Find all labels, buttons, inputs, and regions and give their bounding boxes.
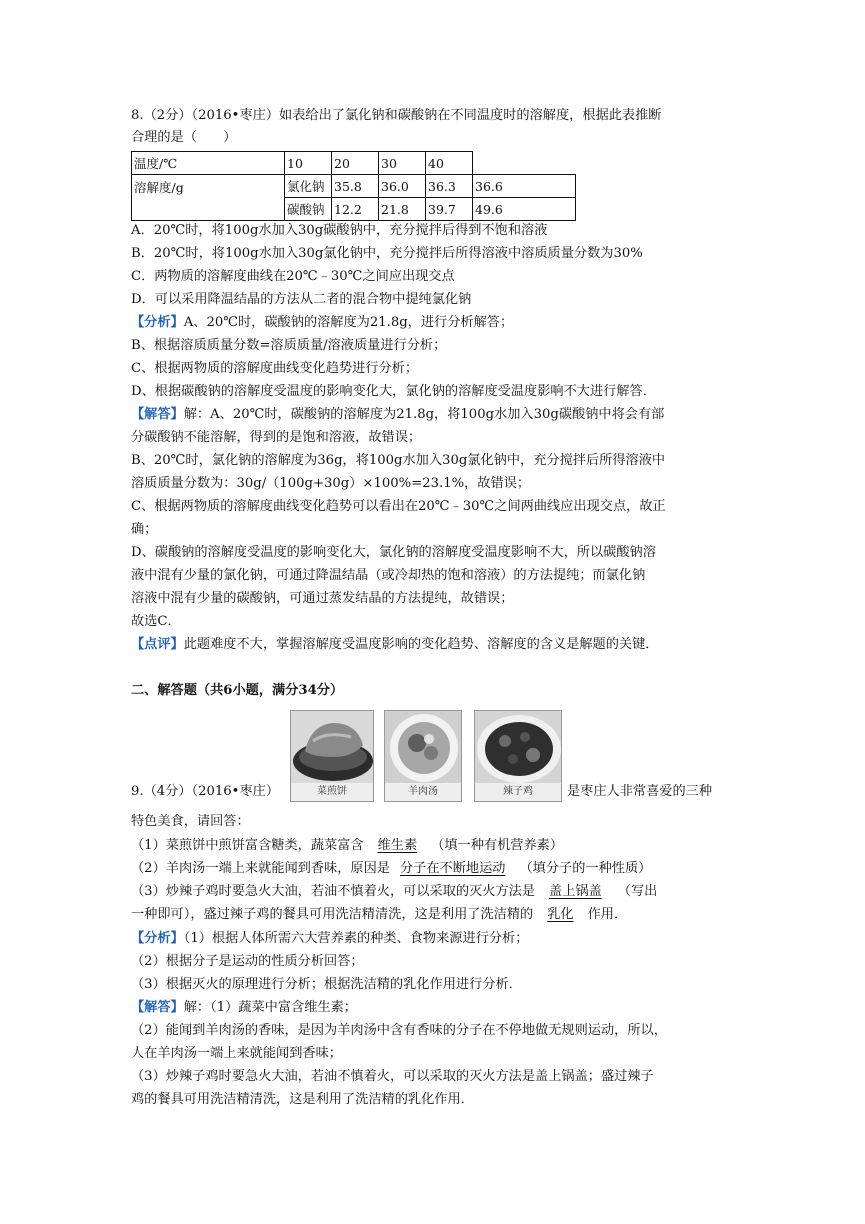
q8-analysis-line: B、根据溶质质量分数=溶质质量/溶液质量进行分析； — [131, 338, 447, 353]
temp-cell: 40 — [426, 152, 473, 175]
solubility-label-cell: 溶解度/g — [132, 175, 285, 221]
q8-solution-line: C、根据两物质的溶解度曲线变化趋势可以看出在20℃﹣30℃之间两曲线应出现交点，故正 — [131, 499, 666, 514]
answer-text: 分子在不断地运动 — [399, 861, 506, 876]
answer-text: 乳化 — [547, 907, 574, 922]
photo-caption: 羊肉汤 — [385, 783, 461, 801]
temp-label-cell: 温度/℃ — [132, 152, 285, 175]
q8-review-line — [131, 635, 659, 655]
answer-blank — [535, 884, 618, 899]
q9-part3-text: （3）炒辣子鸡时要急火大油，若油不慎着火，可以采取的灭火方法是 — [131, 884, 536, 899]
q8-analysis-line: D、根据碳酸钠的溶解度受温度的影响变化大，氯化钠的溶解度受温度影响不大进行解答． — [131, 384, 656, 399]
temp-cell: 20 — [332, 152, 379, 175]
food-photo-cai-jian-bing — [290, 710, 374, 802]
q9-stem-suffix: 是枣庄人非常喜爱的三种 — [567, 784, 713, 799]
q9-stem-line2: 特色美食，请回答： — [131, 814, 250, 829]
q8-analysis-line: C、根据两物质的溶解度曲线变化趋势进行分析； — [131, 361, 419, 376]
q8-analysis-line — [131, 313, 513, 333]
substance-name-cell: 碳酸钠 — [285, 198, 332, 221]
answer-blank — [390, 861, 520, 876]
q9-part1-hint: （填一种有机营养素） — [431, 838, 564, 853]
q9-part1-text: （1）菜煎饼中煎饼富含糖类，蔬菜富含 — [131, 838, 364, 853]
analysis-text: A、20℃时，碳酸钠的溶解度为21.8g，进行分析解答； — [183, 315, 514, 330]
q9-stem-prefix: 9.（4分）（2016•枣庄） — [131, 784, 280, 799]
q9-solution-line: 鸡的餐具可用洗洁精清洗，这是利用了洗洁精的乳化作用． — [131, 1092, 474, 1107]
q8-solution-line: 确； — [131, 522, 158, 537]
q9-part3 — [131, 882, 657, 902]
pancake-image — [291, 711, 374, 785]
q8-solution-line: 溶液中混有少量的碳酸钠，可通过蒸发结晶的方法提纯，故错误； — [131, 591, 514, 606]
q8-solution-line: B、20℃时，氯化钠的溶解度为36g，将100g水加入30g氯化钠中，充分搅拌后所得溶液中 — [131, 453, 666, 468]
analysis-tag: 【分析】 — [131, 931, 184, 946]
answer-text: 盖上锅盖 — [549, 884, 602, 899]
answer-blank — [364, 838, 432, 853]
q9-part3-cont — [131, 905, 627, 925]
q8-solution-line: 分碳酸钠不能溶解，得到的是饱和溶液，故错误； — [131, 430, 422, 445]
analysis-tag: 【分析】 — [131, 315, 184, 330]
q8-solution-line: D、碳酸钠的溶解度受温度的影响变化大，氯化钠的溶解度受温度影响不大，所以碳酸钠溶 — [131, 545, 656, 560]
q9-part3-cont-text: 一种即可），盛过辣子鸡的餐具可用洗洁精清洗，这是利用了洗洁精的 — [131, 907, 534, 922]
solution-text: 解：A、20℃时，碳酸钠的溶解度为21.8g，将100g水加入30g碳酸钠中将会有部 — [183, 407, 665, 422]
solubility-table — [131, 151, 576, 221]
q8-option-b: B．20℃时，将100g水加入30g氯化钠中，充分搅拌后所得溶液中溶质质量分数为30% — [131, 246, 643, 261]
q8-answer-line: 故选C． — [131, 614, 181, 629]
q8-option-d: D．可以采用降温结晶的方法从二者的混合物中提纯氯化钠 — [131, 292, 472, 307]
empty-cell — [473, 152, 576, 175]
review-text: 此题难度不大，掌握溶解度受温度影响的变化趋势、溶解度的含义是解题的关键． — [183, 637, 659, 652]
q8-stem-line2: 合理的是（ ） — [131, 130, 237, 145]
solution-tag: 【解答】 — [131, 407, 184, 422]
solubility-value-cell: 36.3 — [426, 175, 473, 198]
q8-solution-line — [131, 405, 664, 425]
q9-solution-line: （2）能闻到羊肉汤的香味，是因为羊肉汤中含有香味的分子在不停地做无规则运动，所以， — [131, 1023, 667, 1038]
substance-name-cell: 氯化钠 — [285, 175, 332, 198]
q9-solution-line: 人在羊肉汤一端上来就能闻到香味； — [131, 1046, 342, 1061]
answer-text: 维生素 — [377, 838, 418, 853]
review-tag: 【点评】 — [131, 637, 184, 652]
food-photo-yang-rou-tang — [384, 710, 462, 802]
temp-cell: 30 — [379, 152, 426, 175]
q9-part2-hint: （填分子的一种性质） — [519, 861, 652, 876]
photo-caption: 辣子鸡 — [475, 783, 561, 801]
q9-analysis-line: （2）根据分子是运动的性质分析回答； — [131, 954, 364, 969]
mutton-soup-image — [385, 711, 462, 785]
q8-option-c: C．两物质的溶解度曲线在20℃﹣30℃之间应出现交点 — [131, 269, 455, 284]
q9-part2 — [131, 859, 651, 879]
analysis-text: （1）根据人体所需六大营养素的种类、食物来源进行分析； — [183, 931, 529, 946]
q9-part3-cont-end: 作用． — [587, 907, 628, 922]
q8-solution-line: 液中混有少量的氯化钠，可通过降温结晶（或冷却热的饱和溶液）的方法提纯；而氯化钠 — [131, 568, 646, 583]
photo-caption: 菜煎饼 — [291, 783, 373, 801]
q9-solution-line: （3）炒辣子鸡时要急火大油，若油不慎着火，可以采取的灭火方法是盖上锅盖；盛过辣子 — [131, 1069, 654, 1084]
q9-analysis-line: （3）根据灭火的原理进行分析；根据洗洁精的乳化作用进行分析． — [131, 977, 522, 992]
solution-tag: 【解答】 — [131, 1000, 184, 1015]
solubility-value-cell: 21.8 — [379, 198, 426, 221]
solubility-value-cell: 36.0 — [379, 175, 426, 198]
q8-stem-line1: 8.（2分）（2016•枣庄）如表给出了氯化钠和碳酸钠在不同温度时的溶解度，根据此表推断 — [131, 108, 662, 123]
q9-solution-line — [131, 998, 357, 1018]
solubility-value-cell: 12.2 — [332, 198, 379, 221]
spicy-chicken-image — [475, 711, 562, 785]
q8-option-a: A．20℃时，将100g水加入30g碳酸钠中，充分搅拌后得到不饱和溶液 — [131, 223, 548, 238]
temp-cell: 10 — [285, 152, 332, 175]
q9-part3-hint: （写出 — [617, 884, 658, 899]
solubility-value-cell: 49.6 — [473, 198, 576, 221]
solubility-value-cell: 35.8 — [332, 175, 379, 198]
q9-part2-text: （2）羊肉汤一端上来就能闻到香味，原因是 — [131, 861, 390, 876]
answer-blank — [533, 907, 587, 922]
q9-part1 — [131, 836, 563, 856]
solubility-value-cell: 36.6 — [473, 175, 576, 198]
solution-text: 解：（1）蔬菜中富含维生素； — [183, 1000, 357, 1015]
solubility-value-cell: 39.7 — [426, 198, 473, 221]
food-photo-la-zi-ji — [474, 710, 562, 802]
q8-solution-line: 溶质质量分数为：30g/（100g+30g）×100%=23.1%，故错误； — [131, 476, 531, 491]
q9-analysis-line — [131, 929, 528, 949]
section-title: 二、解答题（共6小题，满分34分） — [131, 683, 344, 698]
